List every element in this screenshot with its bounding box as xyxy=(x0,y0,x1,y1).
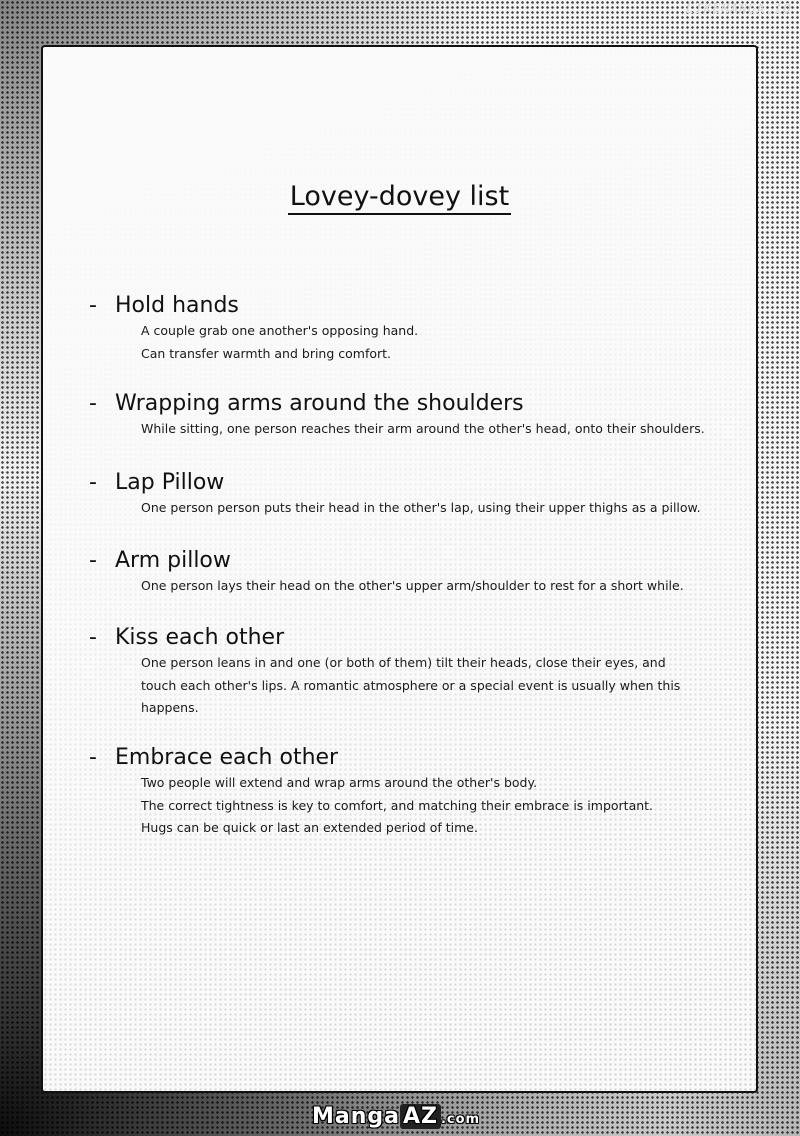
description-line: Two people will extend and wrap arms around the other's body. xyxy=(141,775,538,790)
list-item-heading: Arm pillow xyxy=(115,548,231,573)
list-item-lap-pillow xyxy=(89,470,729,520)
list-item-heading: Hold hands xyxy=(115,293,239,318)
list-item-arm-pillow xyxy=(89,548,729,598)
list-item-kiss xyxy=(89,625,729,720)
description-line: One person lays their head on the other's upper arm/shoulder to rest for a short while. xyxy=(141,578,684,593)
list-item-embrace xyxy=(89,745,729,840)
list-item-description xyxy=(141,497,729,520)
list-bullet-dash: - xyxy=(89,625,97,650)
description-line: happens. xyxy=(141,700,199,715)
list-item-description xyxy=(141,320,729,365)
description-line: The correct tightness is key to comfort, and matching their embrace is important. xyxy=(141,797,654,813)
list-item-wrapping-arms xyxy=(89,391,729,441)
list-item-heading: Embrace each other xyxy=(115,745,339,770)
list-bullet-dash: - xyxy=(89,293,97,318)
watermark-text-az: AZ xyxy=(400,1104,441,1129)
list-item-description xyxy=(141,772,729,840)
list-item-heading: Lap Pillow xyxy=(115,470,225,495)
watermark-text-manga: Manga xyxy=(312,1104,400,1129)
list-page-panel xyxy=(41,45,758,1093)
description-line: While sitting, one person reaches their arm around the other's head, onto their shoulders. xyxy=(141,421,705,436)
list-bullet-dash: - xyxy=(89,470,97,495)
site-watermark-top: LIKEMANGA.IO xyxy=(686,2,792,17)
list-item-description xyxy=(141,652,729,720)
list-bullet-dash: - xyxy=(89,548,97,573)
list-bullet-dash: - xyxy=(89,391,97,416)
description-line: One person person puts their head in the other's lap, using their upper thighs as a pillow. xyxy=(141,500,701,515)
page-title-text: Lovey-dovey list xyxy=(288,181,511,215)
list-item-heading: Kiss each other xyxy=(115,625,285,650)
list-item-heading: Wrapping arms around the shoulders xyxy=(115,391,524,416)
list-item-hold-hands xyxy=(89,293,729,365)
page-title xyxy=(43,181,756,212)
description-line: touch each other's lips. A romantic atmosphere or a special event is usually when this xyxy=(141,677,681,693)
description-line: A couple grab one another's opposing hand. xyxy=(141,323,419,338)
list-item-description xyxy=(141,418,729,441)
site-watermark-bottom xyxy=(312,1104,492,1134)
description-line: Can transfer warmth and bring comfort. xyxy=(141,345,392,361)
list-bullet-dash: - xyxy=(89,745,97,770)
description-line: One person leans in and one (or both of them) tilt their heads, close their eyes, and xyxy=(141,655,666,670)
description-line: Hugs can be quick or last an extended period of time. xyxy=(141,820,478,835)
watermark-text-com: .com xyxy=(440,1112,481,1127)
list-item-description xyxy=(141,575,729,598)
